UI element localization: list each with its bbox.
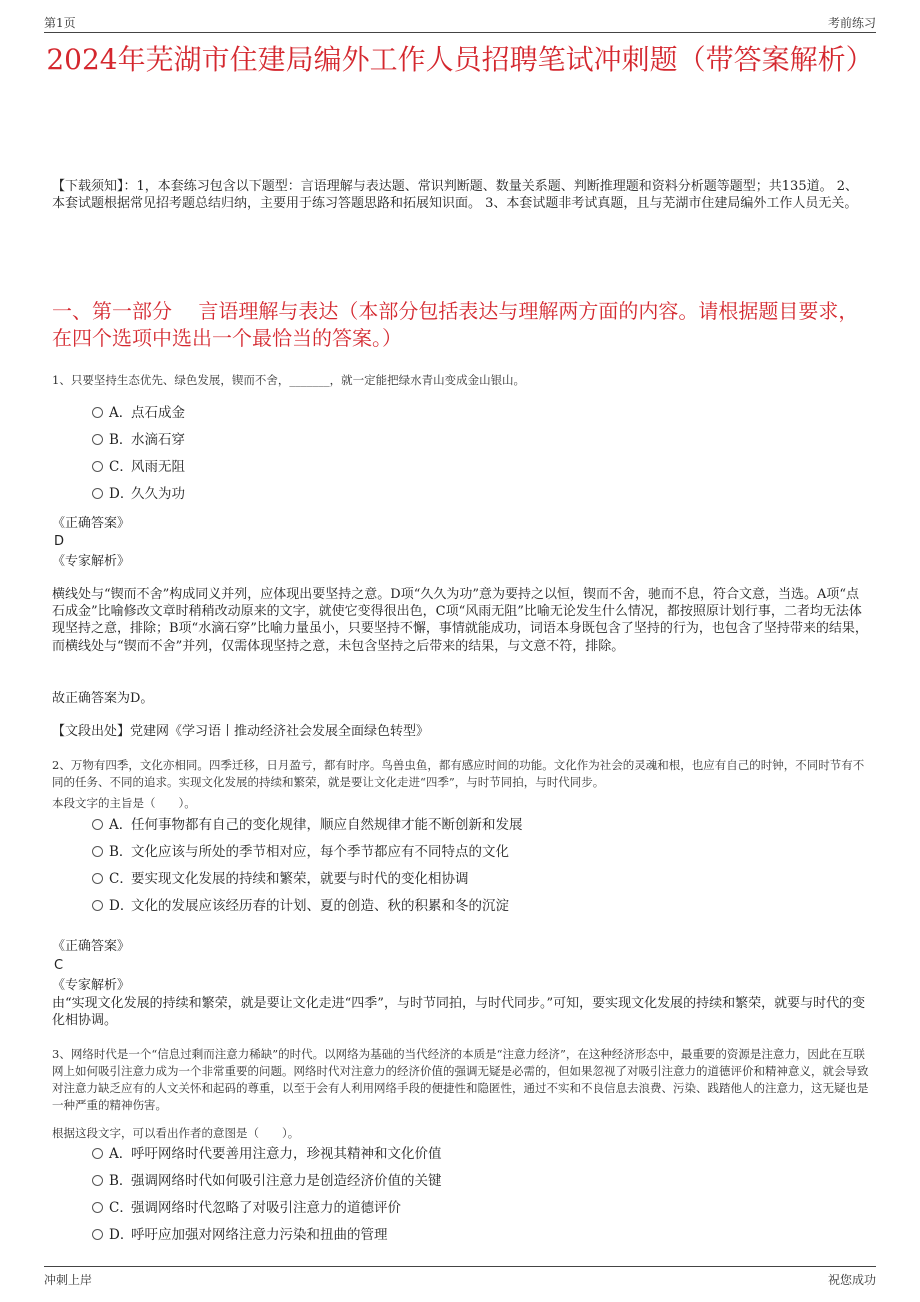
- document-title: 2024年芜湖市住建局编外工作人员招聘笔试冲刺题（带答案解析）: [46, 43, 874, 76]
- footer-left-text: 冲刺上岸: [44, 1273, 93, 1287]
- conclusion-text: 故正确答案为D。: [52, 691, 154, 706]
- question-3-stem: 3、网络时代是一个“信息过剩而注意力稀缺”的时代。以网络为基础的当代经济的本质是“注意力经济”，在这种经济形态中，最重要的资源是注意力，因此在互联网上如何吸引注意力成为一个非常重要的问题。网络时代对注意力的经济价值的强调无疑是必需的，但如果忽视了对吸引注意力的道德评价和精神意义，就会导致对注意力缺乏应有的人文关怀和起码的尊重，以至于会有人利用网络手段的便捷性和隐匿性，通过不实和不良信息去浪费、污染、践踏他人的注意力，这无疑也是一种严重的精神伤害。: [52, 1047, 869, 1112]
- analysis-label: 《专家解析》: [52, 978, 131, 993]
- download-notice: 【下载须知】：1，本套练习包含以下题型：言语理解与表达题、常识判断题、数量关系题、判断推理题和资料分析题等题型；共135道。 2、本套试题根据常见招考题总结归纳，主要用于练习答题思路和拓展知识面。 3、本套试题非考试真题，且与芜湖市住建局编外工作人员无关。: [52, 179, 858, 211]
- radio-icon[interactable]: [92, 900, 103, 911]
- question-2-options: [92, 812, 852, 920]
- radio-icon[interactable]: [92, 873, 103, 884]
- option-c[interactable]: C．要实现文化发展的持续和繁荣，就要与时代的变化相协调: [92, 866, 852, 893]
- page-header: [44, 12, 876, 33]
- analysis-text: 横线处与“锲而不舍”构成同义并列，应体现出要坚持之意。D项“久久为功”意为要持之以恒，锲而不舍，驰而不息，符合文意，当选。A项“点石成金”比喻修改文章时稍稍改动原来的文字，就使它变得很出色，C项“风雨无阻”比喻无论发生什么情况，都按照原计划行事，二者均无法体现坚持之意，排除；B项“水滴石穿”比喻力量虽小，只要坚持不懈，事情就能成功，词语本身既包含了坚持的行为，也包含了坚持带来的结果，而横线处与“锲而不舍”并列，仅需体现坚持之意，未包含坚持之后带来的结果，与文意不符，排除。: [52, 587, 868, 654]
- answer-label: 《正确答案》: [52, 516, 131, 531]
- option-d[interactable]: D．文化的发展应该经历春的计划、夏的创造、秋的积累和冬的沉淀: [92, 893, 852, 920]
- option-b[interactable]: B．强调网络时代如何吸引注意力是创造经济价值的关键: [92, 1168, 852, 1195]
- radio-icon[interactable]: [92, 846, 103, 857]
- option-c[interactable]: C．强调网络时代忽略了对吸引注意力的道德评价: [92, 1195, 852, 1222]
- radio-icon[interactable]: [92, 1202, 103, 1213]
- answer-value: C: [54, 958, 64, 973]
- question-1-options: [92, 400, 852, 508]
- radio-icon[interactable]: [92, 434, 103, 445]
- answer-label: 《正确答案》: [52, 939, 131, 954]
- header-label: 考前练习: [827, 16, 876, 30]
- question-2-ask: 本段文字的主旨是（ ）。: [52, 796, 196, 810]
- question-1-stem: 1、只要坚持生态优先、绿色发展，锲而不舍，_______，就一定能把绿水青山变成金山银山。: [52, 373, 526, 387]
- answer-value: D: [54, 534, 65, 549]
- radio-icon[interactable]: [92, 461, 103, 472]
- option-a[interactable]: A．点石成金: [92, 400, 852, 427]
- radio-icon[interactable]: [92, 407, 103, 418]
- option-a[interactable]: A．呼吁网络时代要善用注意力，珍视其精神和文化价值: [92, 1141, 852, 1168]
- option-c[interactable]: C．风雨无阻: [92, 454, 852, 481]
- radio-icon[interactable]: [92, 1229, 103, 1240]
- radio-icon[interactable]: [92, 488, 103, 499]
- radio-icon[interactable]: [92, 1175, 103, 1186]
- radio-icon[interactable]: [92, 819, 103, 830]
- option-a[interactable]: A．任何事物都有自己的变化规律，顺应自然规律才能不断创新和发展: [92, 812, 852, 839]
- radio-icon[interactable]: [92, 1148, 103, 1159]
- question-3-options: [92, 1141, 852, 1249]
- analysis-text: 由“实现文化发展的持续和繁荣，就是要让文化走进“四季”，与时节同拍，与时代同步。”可知，要实现文化发展的持续和繁荣，就要与时代的变化相协调。: [52, 996, 866, 1029]
- option-b[interactable]: B．水滴石穿: [92, 427, 852, 454]
- option-d[interactable]: D．呼吁应加强对网络注意力污染和扭曲的管理: [92, 1222, 852, 1249]
- question-3-ask: 根据这段文字，可以看出作者的意图是（ ）。: [52, 1126, 300, 1140]
- source-text: 【文段出处】党建网《学习语丨推动经济社会发展全面绿色转型》: [52, 724, 430, 739]
- page-footer: [44, 1266, 876, 1289]
- section-title: 一、第一部分 言语理解与表达（本部分包括表达与理解两方面的内容。请根据题目要求，在四个选项中选出一个最恰当的答案。）: [52, 299, 859, 350]
- page-number: 第1页: [44, 16, 76, 30]
- option-b[interactable]: B．文化应该与所处的季节相对应，每个季节都应有不同特点的文化: [92, 839, 852, 866]
- question-2-stem: 2、万物有四季，文化亦相同。四季迁移，日月盈亏，都有时序。鸟兽虫鱼，都有感应时间的功能。文化作为社会的灵魂和根，也应有自己的时钟，不同时节有不同的任务、不同的追求。实现文化发展的持续和繁荣，就是要让文化走进“四季”，与时节同拍，与时代同步。: [52, 758, 865, 789]
- analysis-label: 《专家解析》: [52, 554, 131, 569]
- footer-right-text: 祝您成功: [827, 1273, 876, 1287]
- option-d[interactable]: D．久久为功: [92, 481, 852, 508]
